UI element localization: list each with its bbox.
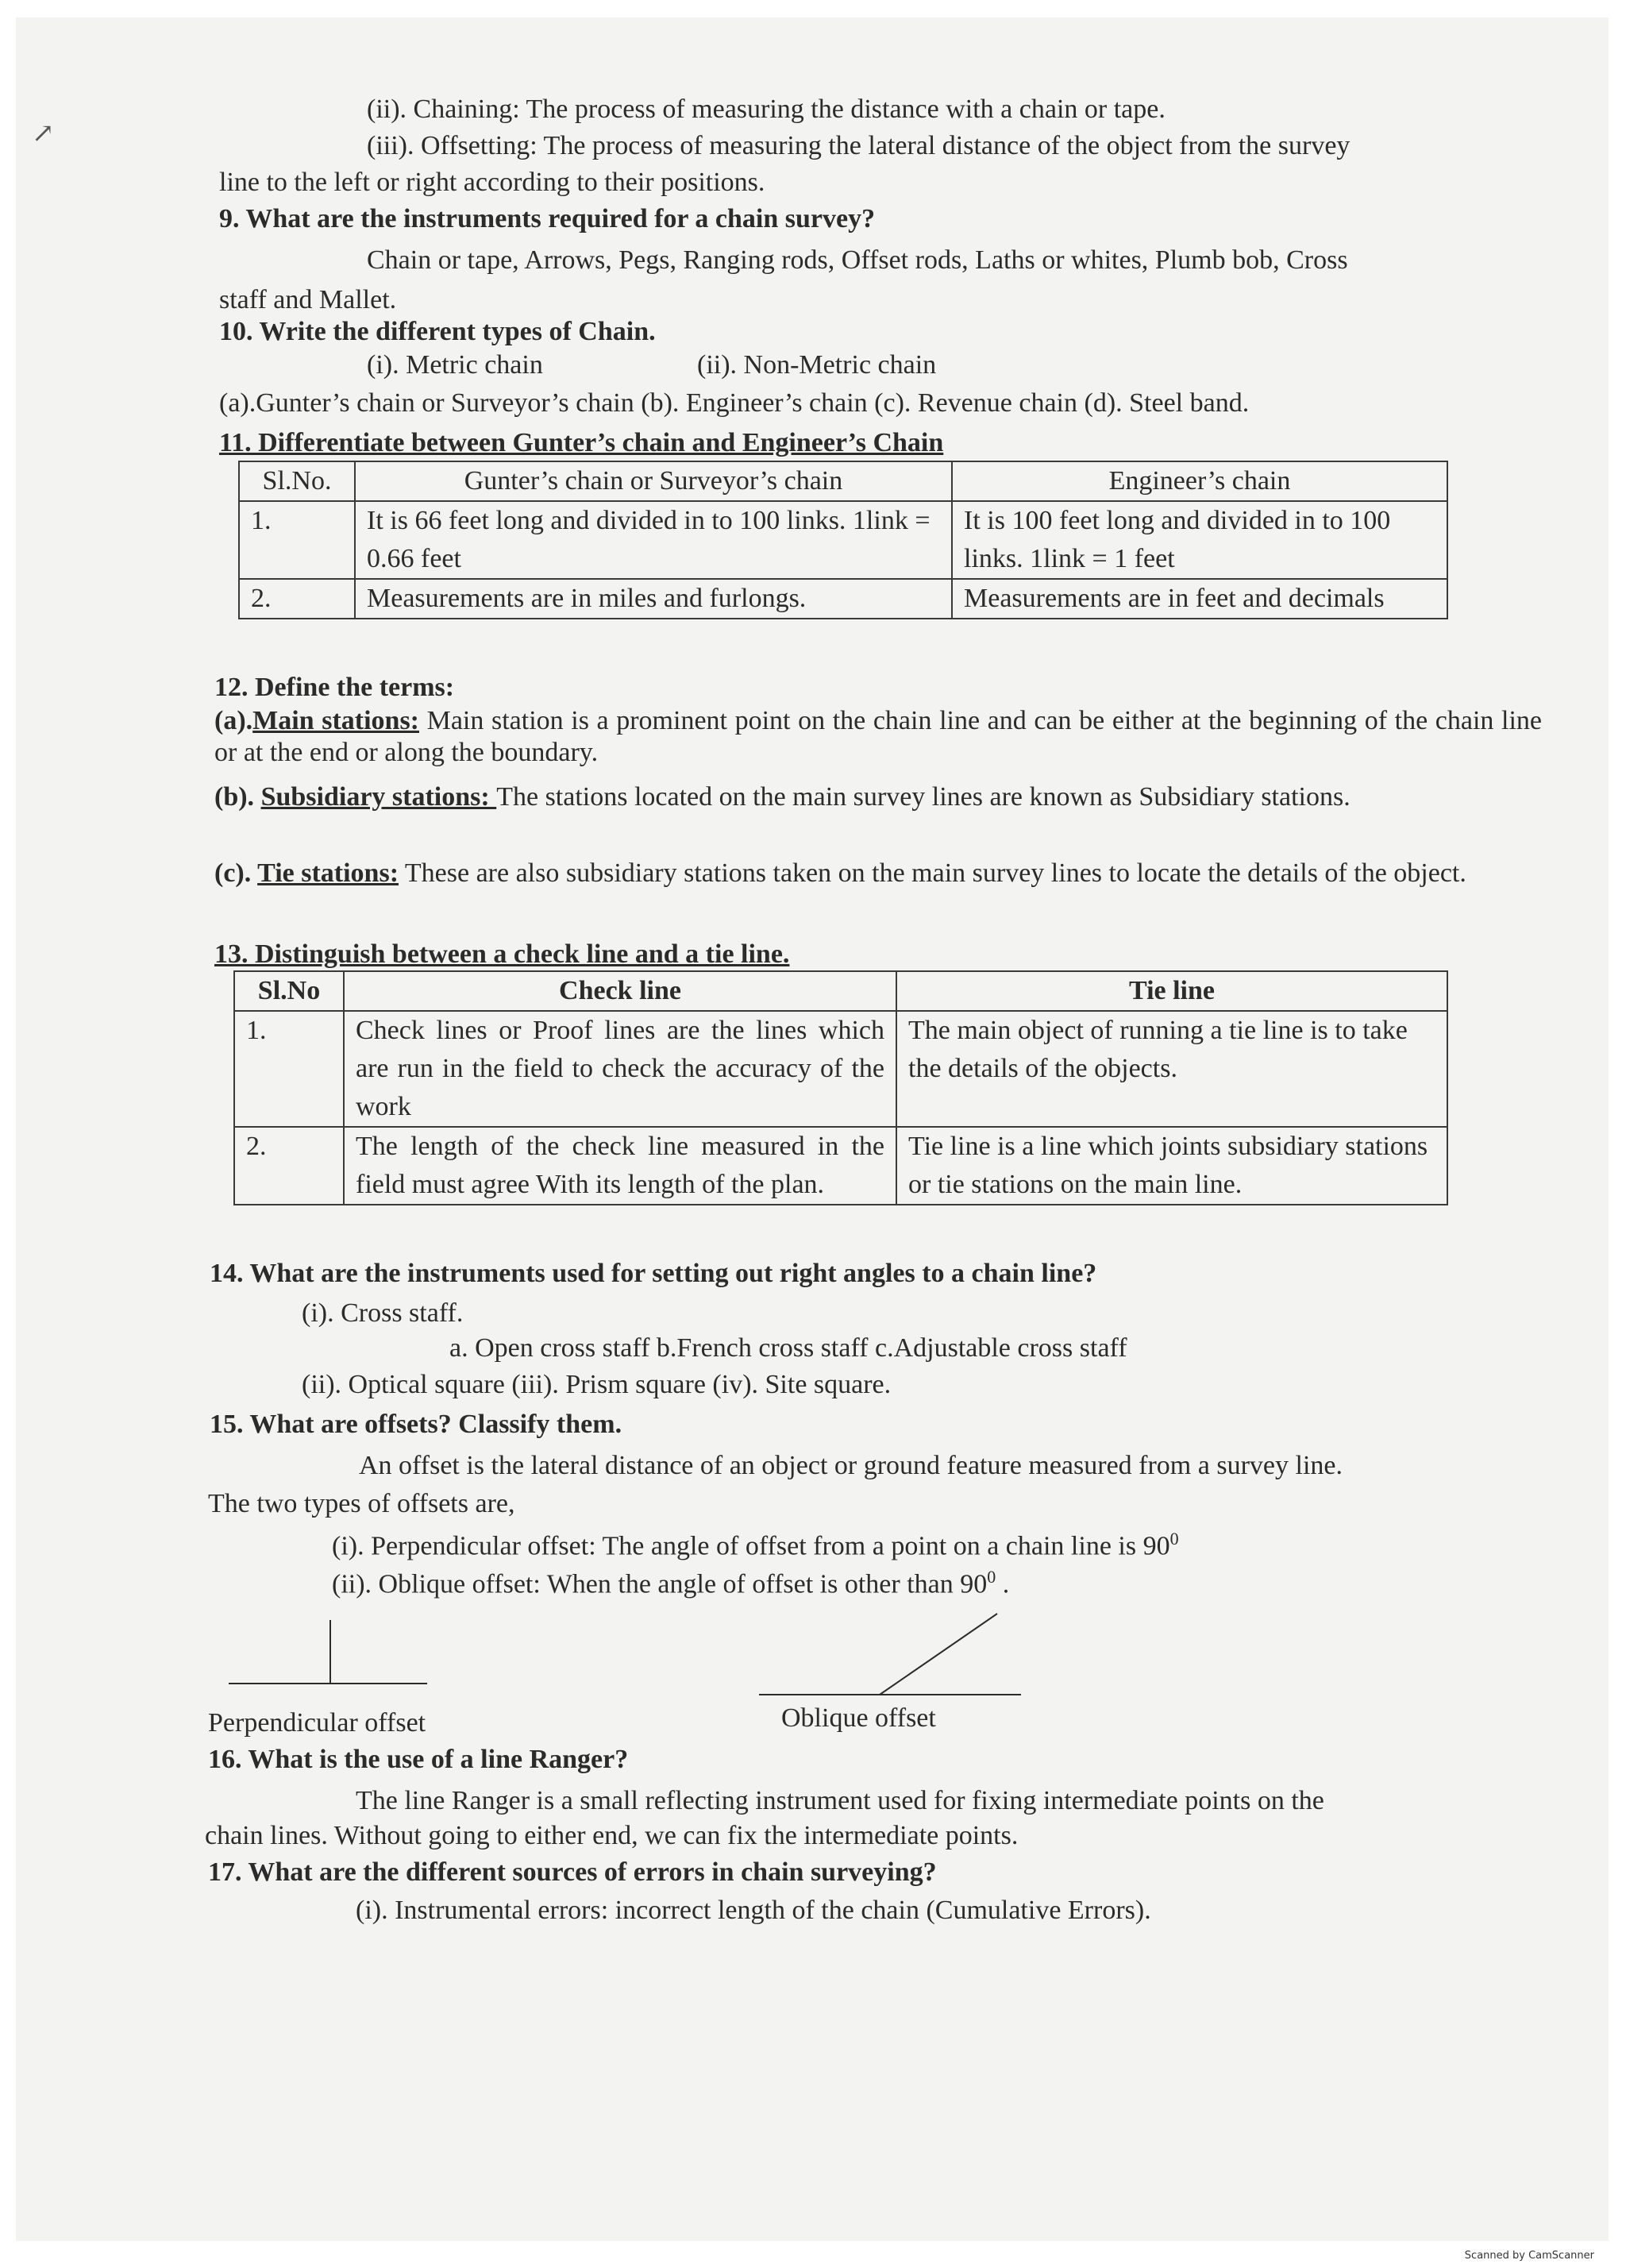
term-text: The stations located on the main survey lines are known as Subsidiary stations. — [496, 782, 1351, 812]
term-main-stations: Main stations: — [252, 706, 419, 735]
table-cell: It is 66 feet long and divided in to 100 links. 1link = 0.66 feet — [355, 501, 952, 579]
table-row — [239, 501, 1447, 579]
oblique-offset-diagram — [754, 1609, 1024, 1698]
answer-10-metric: (i). Metric chain — [367, 350, 543, 380]
table-cell: Measurements are in miles and furlongs. — [355, 579, 952, 619]
subsidiary-stations-definition — [214, 781, 1542, 813]
answer-9-line1: Chain or tape, Arrows, Pegs, Ranging rods, Offset rods, Laths or whites, Plumb bob, Cross — [367, 245, 1348, 275]
question-13: 13. Distinguish between a check line and a tie line. — [214, 939, 790, 969]
perpendicular-offset-diagram — [222, 1615, 437, 1687]
question-9: 9. What are the instruments required for a chain survey? — [219, 204, 876, 233]
question-15: 15. What are offsets? Classify them. — [210, 1410, 622, 1439]
answer-10-types: (a).Gunter’s chain or Surveyor’s chain (b). Engineer’s chain (c). Revenue chain (d). Steel band. — [219, 388, 1250, 418]
table-cell: 1. — [234, 1011, 344, 1127]
table-header: Engineer’s chain — [952, 461, 1447, 501]
table-row — [234, 1011, 1447, 1127]
table-row — [239, 579, 1447, 619]
degree-superscript: 0 — [1169, 1529, 1179, 1549]
question-14: 14. What are the instruments used for setting out right angles to a chain line? — [210, 1259, 1097, 1288]
offsetting-definition: (iii). Offsetting: The process of measuring the lateral distance of the object from the survey — [367, 131, 1351, 160]
chaining-definition: (ii). Chaining: The process of measuring the distance with a chain or tape. — [367, 94, 1166, 124]
table-cell: Tie line is a line which joints subsidiary stations or tie stations on the main line. — [896, 1127, 1447, 1205]
answer-14-cross-staff-types: a. Open cross staff b.French cross staff c.Adjustable cross staff — [449, 1333, 1127, 1363]
answer-15-intro: The two types of offsets are, — [208, 1489, 515, 1518]
table-header-row — [234, 971, 1447, 1011]
answer-14-cross-staff: (i). Cross staff. — [302, 1298, 464, 1328]
term-label: (a). — [214, 706, 253, 735]
answer-9-line2: staff and Mallet. — [219, 285, 397, 314]
gunter-vs-engineer-table — [238, 461, 1448, 619]
table-header: Sl.No. — [239, 461, 355, 501]
answer-16-line2: chain lines. Without going to either end, we can fix the intermediate points. — [205, 1821, 1019, 1850]
question-12: 12. Define the terms: — [214, 673, 455, 702]
table-cell: The length of the check line measured in the field must agree With its length of the plan. — [344, 1127, 896, 1205]
table-header: Check line — [344, 971, 896, 1011]
question-10: 10. Write the different types of Chain. — [219, 317, 656, 346]
question-17: 17. What are the different sources of errors in chain surveying? — [208, 1857, 937, 1887]
scanner-watermark: Scanned by CamScanner — [1464, 2250, 1594, 2262]
fold-mark-icon: ↗ — [32, 119, 55, 148]
answer-17-instrumental-errors: (i). Instrumental errors: incorrect length of the chain (Cumulative Errors). — [356, 1896, 1151, 1925]
perpendicular-offset-caption: Perpendicular offset — [208, 1708, 426, 1738]
perpendicular-offset-definition — [332, 1523, 1179, 1562]
table-cell: 1. — [239, 501, 355, 579]
tie-stations-definition — [214, 858, 1542, 889]
definition-text: (i). Perpendicular offset: The angle of offset from a point on a chain line is 90 — [332, 1531, 1170, 1561]
answer-16-line1: The line Ranger is a small reflecting instrument used for fixing intermediate points on the — [356, 1786, 1324, 1815]
offsetting-definition-cont: line to the left or right according to their positions. — [219, 168, 765, 197]
definition-text: (ii). Oblique offset: When the angle of offset is other than 90 — [332, 1569, 988, 1599]
oblique-offset-definition — [332, 1561, 1009, 1600]
answer-14-other-instruments: (ii). Optical square (iii). Prism square (iv). Site square. — [302, 1370, 892, 1399]
table-header: Sl.No — [234, 971, 344, 1011]
term-subsidiary-stations: Subsidiary stations: — [260, 782, 497, 812]
table-cell: 2. — [239, 579, 355, 619]
definition-end: . — [996, 1569, 1010, 1599]
table-header: Tie line — [896, 971, 1447, 1011]
oblique-offset-caption: Oblique offset — [781, 1703, 936, 1733]
table-cell: Check lines or Proof lines are the lines which are run in the field to check the accuracy of the work — [344, 1011, 896, 1127]
answer-10-non-metric: (ii). Non-Metric chain — [697, 350, 937, 380]
table-cell: Measurements are in feet and decimals — [952, 579, 1447, 619]
question-11: 11. Differentiate between Gunter’s chain and Engineer’s Chain — [219, 428, 944, 457]
term-text: Main station is a prominent point on the chain line and can be either at the beginning of the chain line or at the end or along the boundary. — [214, 706, 1543, 767]
main-stations-definition — [214, 705, 1542, 769]
degree-superscript: 0 — [987, 1567, 996, 1587]
term-label: (c). — [214, 858, 258, 888]
table-row — [234, 1127, 1447, 1205]
table-cell: It is 100 feet long and divided in to 100 links. 1link = 1 feet — [952, 501, 1447, 579]
answer-15-definition: An offset is the lateral distance of an object or ground feature measured from a survey line. — [359, 1451, 1343, 1480]
table-cell: The main object of running a tie line is to take the details of the objects. — [896, 1011, 1447, 1127]
table-header: Gunter’s chain or Surveyor’s chain — [355, 461, 952, 501]
term-label: (b). — [214, 782, 261, 812]
check-vs-tie-line-table — [233, 970, 1448, 1205]
term-text: These are also subsidiary stations taken on the main survey lines to locate the details of the object. — [399, 858, 1466, 888]
table-cell: 2. — [234, 1127, 344, 1205]
table-header-row — [239, 461, 1447, 501]
oblique-offset-line — [880, 1614, 997, 1695]
term-tie-stations: Tie stations: — [257, 858, 399, 888]
question-16: 16. What is the use of a line Ranger? — [208, 1745, 629, 1774]
